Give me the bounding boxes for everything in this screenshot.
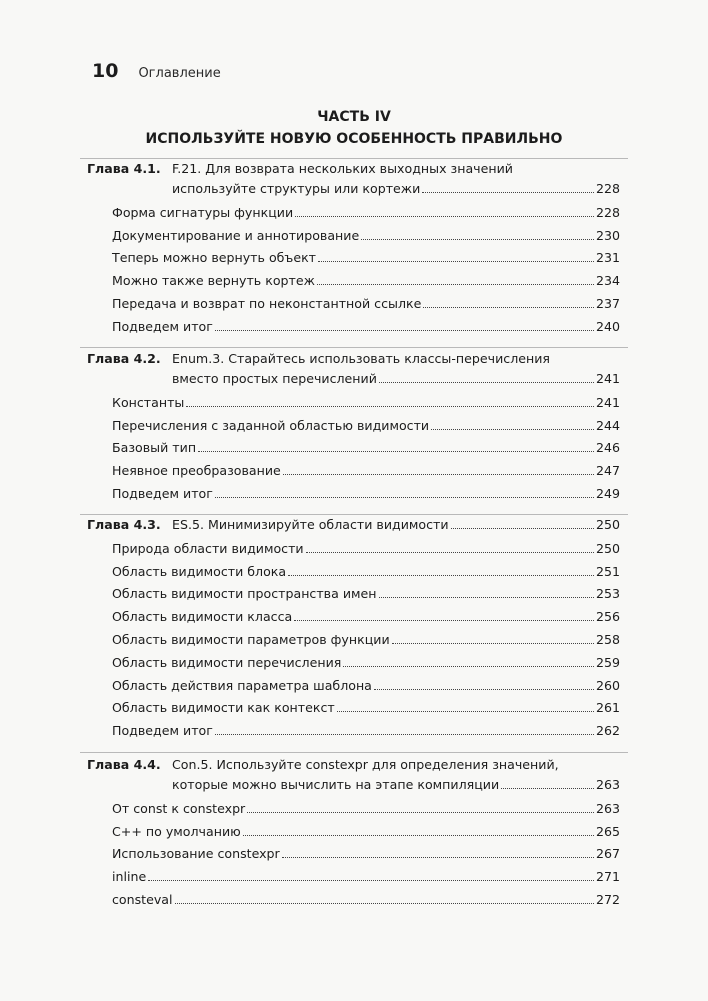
toc-section-item-page: 237 [595,296,620,311]
toc-section-item[interactable] [112,563,620,581]
dot-leader [198,450,594,452]
toc-section-item[interactable] [112,868,620,886]
toc-section-item[interactable] [112,540,620,558]
toc-chapter-4-title: которые можно вычислить на этапе компиляции [172,777,500,792]
dot-leader [215,329,594,331]
dot-leader [295,215,594,217]
toc-section-item-title: Подведем итог [112,318,213,334]
toc-section-item[interactable] [112,677,620,695]
dot-leader [186,405,594,407]
dot-leader [343,665,594,667]
toc-section-item[interactable] [112,394,620,412]
toc-section-item-title: Подведем итог [112,486,213,501]
toc-section-item-title: inline [112,869,147,885]
dot-leader [175,902,594,904]
toc-section-item[interactable] [112,462,620,480]
dot-leader [148,879,594,881]
toc-chapter-3-page: 250 [595,517,620,532]
toc-section-item-title: Природа области видимости [112,540,304,556]
chapter-separator [80,158,628,159]
toc-section-item-title: От const к constexpr [112,800,246,816]
toc-section-item[interactable] [112,699,620,717]
chapter-number: Глава 4.1. [87,161,161,176]
toc-section-item-page: 234 [595,273,620,289]
toc-section-item-title: Область видимости пространства имен [112,586,377,602]
toc-section-item-title: Область видимости блока [112,563,287,579]
toc-chapter-4-page: 263 [595,777,620,792]
toc-chapter-4[interactable] [172,776,620,794]
toc-section-item[interactable] [112,800,620,818]
toc-section-item-title: Перечисления с заданной областью видимости [112,417,430,433]
dot-leader [379,381,594,383]
toc-section-item-page: 241 [595,394,620,410]
dot-leader [288,574,594,576]
toc-section-item-page: 231 [595,250,620,266]
toc-section-item-page: 250 [595,540,620,556]
toc-section-item-title: Базовый тип [112,440,197,456]
toc-section-item-page: 244 [595,417,620,433]
toc-section-item-title: Константы [112,394,185,410]
chapter-separator [80,514,628,515]
chapter-separator [80,752,628,753]
toc-section-item-title: Подведем итог [112,723,213,739]
toc-section-item[interactable] [112,722,620,740]
toc-section-item-title: C++ по умолчанию [112,823,241,839]
toc-section-item[interactable] [112,272,620,290]
toc-section-item-page: 256 [595,609,620,625]
toc-chapter-1[interactable] [172,180,620,198]
toc-section-item-page: 263 [595,800,620,816]
toc-section-item-title: Можно также вернуть кортеж [112,273,315,289]
toc-section-item-page: 251 [595,563,620,579]
toc-section-item-page: 262 [595,723,620,739]
toc-section-item-title: Использование constexpr [112,846,280,862]
toc-section-item-title: Передача и возврат по неконстантной ссылке [112,296,422,311]
chapter-title-first-line: F.21. Для возврата нескольких выходных значений [172,161,513,176]
toc-section-item-page: 246 [595,440,620,456]
dot-leader [379,596,594,598]
toc-section-item-page: 240 [595,318,620,334]
dot-leader [361,238,594,240]
dot-leader [306,551,594,553]
toc-section-item-title: Область действия параметра шаблона [112,677,372,693]
dot-leader [247,811,594,813]
toc-section-item-page: 265 [595,823,620,839]
toc-section-item-page: 267 [595,846,620,862]
dot-leader [283,473,594,475]
part-title: ИСПОЛЬЗУЙТЕ НОВУЮ ОСОБЕННОСТЬ ПРАВИЛЬНО [145,131,563,147]
toc-section-item-page: 272 [595,892,620,907]
dot-leader [374,688,594,690]
toc-chapter-1-title: используйте структуры или кортежи [172,181,421,196]
toc-section-item[interactable] [112,204,620,222]
toc-chapter-1-page: 228 [595,181,620,196]
toc-section-item-page: 247 [595,463,620,479]
toc-chapter-2[interactable] [172,370,620,388]
chapter-title-first-line: Con.5. Используйте constexpr для определения значений, [172,757,559,772]
toc-section-item-title: Область видимости как контекст [112,700,335,716]
toc-section-item[interactable] [112,585,620,603]
chapter-separator [80,347,628,348]
chapter-number: Глава 4.2. [87,351,161,366]
dot-leader [451,527,594,529]
part-number: ЧАСТЬ IV [317,109,391,125]
page-header [92,60,221,90]
toc-section-item[interactable] [112,845,620,863]
toc-section-item-page: 260 [595,677,620,693]
toc-section-item[interactable] [112,631,620,649]
toc-section-item[interactable] [112,249,620,267]
toc-section-item-page: 259 [595,654,620,670]
toc-section-item[interactable] [112,227,620,245]
toc-section-item-title: Теперь можно вернуть объект [112,250,317,266]
toc-section-item-title: Форма сигнатуры функции [112,204,294,220]
dot-leader [215,496,594,498]
dot-leader [317,283,594,285]
dot-leader [422,191,594,193]
dot-leader [318,260,594,262]
toc-section-item[interactable] [112,608,620,626]
toc-section-item-page: 249 [595,486,620,501]
toc-section-item-page: 258 [595,632,620,647]
dot-leader [294,619,594,621]
dot-leader [431,428,594,430]
page-number: 10 [92,60,119,82]
toc-section-item-title: consteval [112,892,173,907]
toc-chapter-2-page: 241 [595,371,620,386]
toc-chapter-3[interactable] [172,516,620,534]
toc-section-item[interactable] [112,439,620,457]
toc-section-item[interactable] [112,891,620,909]
toc-section-item-title: Область видимости перечисления [112,654,342,670]
running-title: Оглавление [138,66,221,81]
chapter-title-first-line: Enum.3. Старайтесь использовать классы-перечисления [172,351,550,366]
toc-section-item[interactable] [112,295,620,313]
dot-leader [501,787,594,789]
toc-section-item-page: 230 [595,227,620,243]
toc-section-item-title: Область видимости параметров функции [112,632,390,647]
toc-section-item-title: Неявное преобразование [112,463,281,479]
chapter-number: Глава 4.3. [87,517,161,532]
dot-leader [282,856,594,858]
chapter-number: Глава 4.4. [87,757,161,772]
dot-leader [423,306,594,308]
toc-section-item-page: 261 [595,700,620,716]
toc-chapter-2-title: вместо простых перечислений [172,371,377,386]
toc-section-item[interactable] [112,485,620,503]
toc-section-item-page: 228 [595,204,620,220]
toc-section-item[interactable] [112,823,620,841]
dot-leader [243,834,594,836]
toc-section-item[interactable] [112,417,620,435]
toc-section-item-title: Документирование и аннотирование [112,227,360,243]
toc-section-item-title: Область видимости класса [112,609,293,625]
toc-section-item[interactable] [112,318,620,336]
dot-leader [337,710,594,712]
toc-chapter-3-title: ES.5. Минимизируйте области видимости [172,517,449,532]
toc-section-item-page: 253 [595,586,620,602]
toc-section-item-page: 271 [595,869,620,885]
dot-leader [215,733,594,735]
toc-section-item[interactable] [112,654,620,672]
dot-leader [392,642,594,644]
